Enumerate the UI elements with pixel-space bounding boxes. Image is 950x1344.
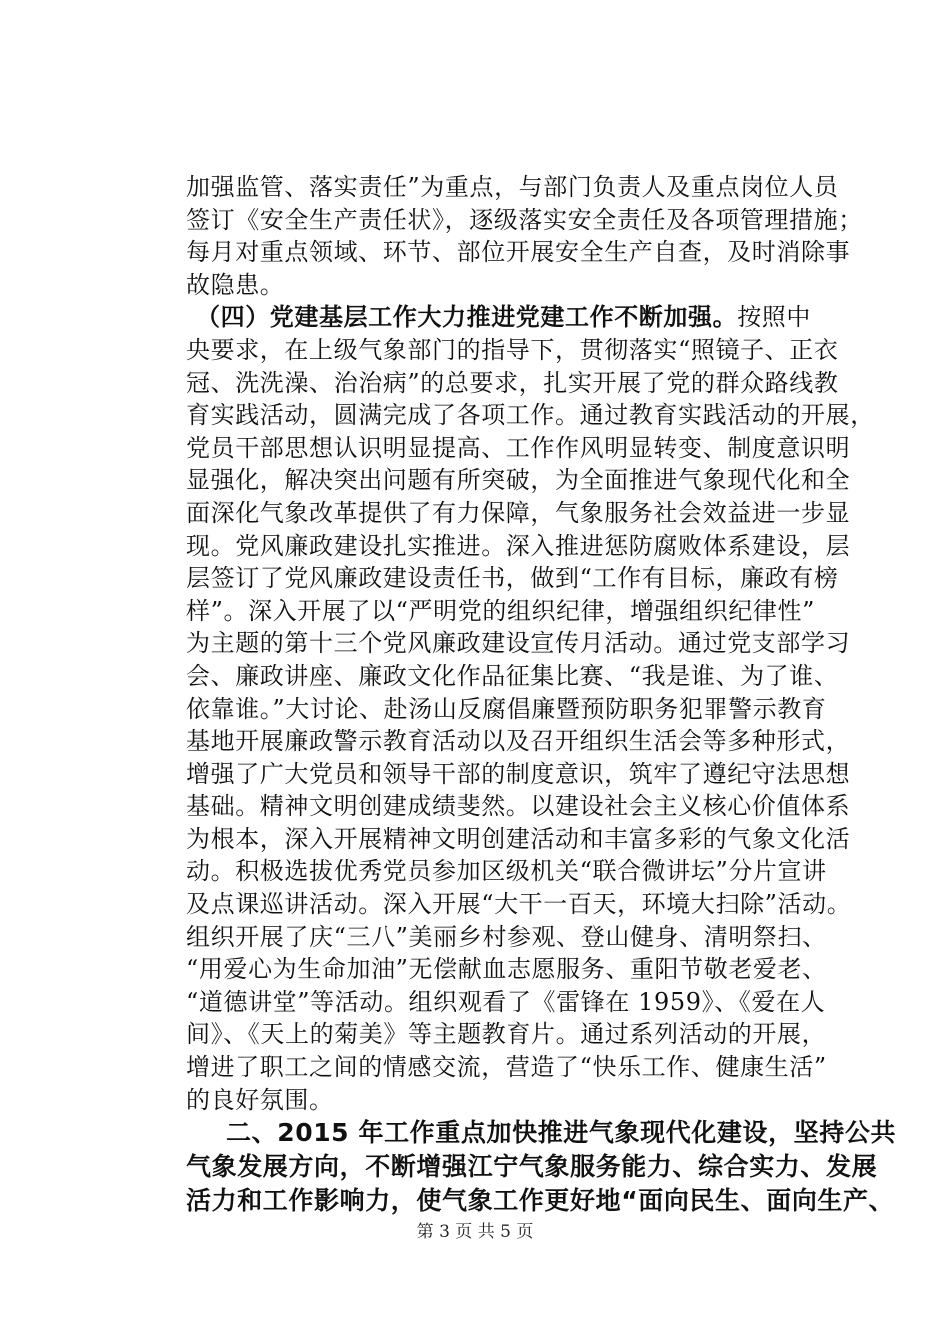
section-heading-line: 二、2015 年工作重点加快推进气象现代化建设，坚持公共 (226, 1118, 897, 1148)
text-line: 增进了职工之间的情感交流，营造了“快乐工作、健康生活” (186, 1053, 827, 1082)
text-line: “道德讲堂”等活动。组织观看了《雷锋在 1959》、《爱在人 (186, 987, 826, 1016)
text-line: 间》、《天上的菊美》等主题教育片。通过系列活动的开展， (186, 1020, 827, 1049)
text-line: 增强了广大党员和领导干部的制度意识，筑牢了遵纪守法思想 (186, 759, 851, 788)
section-heading-line: 活力和工作影响力，使气象工作更好地“面向民生、面向生产、 (186, 1186, 895, 1216)
text-line: 现。党风廉政建设扎实推进。深入推进惩防腐败体系建设，层 (186, 531, 851, 560)
text-line: 为主题的第十三个党风廉政建设宣传月活动。通过党支部学习 (186, 629, 851, 658)
text-line: 依靠谁。”大讨论、赴汤山反腐倡廉暨预防职务犯罪警示教育 (186, 694, 827, 723)
subsection-title: （四）党建基层工作大力推进党建工作不断加强。 (196, 303, 738, 332)
text-line: 每月对重点领域、环节、部位开展安全生产自查，及时消除事 (186, 238, 851, 267)
text-line: 会、廉政讲座、廉政文化作品征集比赛、“我是谁、为了谁、 (186, 661, 839, 690)
text-line: 冠、洗洗澡、治治病”的总要求，扎实开展了党的群众路线教 (186, 368, 839, 397)
text-line: 及点课巡讲活动。深入开展“大干一百天，环境大扫除”活动。 (186, 890, 852, 919)
section-heading-line: 气象发展方向，不断增强江宁气象服务能力、综合实力、发展 (186, 1152, 878, 1182)
text-line: 层签订了党风廉政建设责任书，做到“工作有目标，廉政有榜 (186, 564, 839, 593)
text-line: 加强监管、落实责任”为重点，与部门负责人及重点岗位人员 (186, 173, 839, 201)
text-line-content: 按照中 (737, 303, 812, 332)
text-line: 的良好氛围。 (186, 1085, 334, 1114)
page-footer: 第 3 页 共 5 页 (416, 1222, 534, 1242)
text-line: 显强化，解决突出问题有所突破，为全面推进气象现代化和全 (186, 466, 851, 495)
text-line: 基地开展廉政警示教育活动以及召开组织生活会等多种形式， (186, 727, 851, 756)
text-line: 动。积极选拔优秀党员参加区级机关“联合微讲坛”分片宣讲 (186, 857, 827, 886)
text-line: “用爱心为生命加油”无偿献血志愿服务、重阳节敬老爱老、 (186, 955, 827, 984)
text-line: 样”。深入开展了以“严明党的组织纪律，增强组织纪律性” (186, 596, 816, 625)
text-line: 为根本，深入开展精神文明创建活动和丰富多彩的气象文化活 (186, 824, 851, 853)
text-line: 党员干部思想认识明显提高、工作作风明显转变、制度意识明 (186, 433, 851, 462)
body-text (186, 171, 897, 1218)
text-line: 面深化气象改革提供了有力保障，气象服务社会效益进一步显 (186, 498, 851, 527)
text-line: 签订《安全生产责任状》，逐级落实安全责任及各项管理措施； (186, 205, 863, 234)
text-line: 育实践活动，圆满完成了各项工作。通过教育实践活动的开展， (186, 401, 875, 430)
text-line: 央要求，在上级气象部门的指导下，贯彻落实“照镜子、正衣 (186, 335, 839, 364)
text-line: 故隐患。 (186, 270, 285, 299)
text-line: 组织开展了庆“三八”美丽乡村参观、登山健身、清明祭扫、 (186, 922, 827, 951)
text-line (186, 301, 842, 334)
text-line: 基础。精神文明创建成绩斐然。以建设社会主义核心价值体系 (186, 792, 851, 821)
